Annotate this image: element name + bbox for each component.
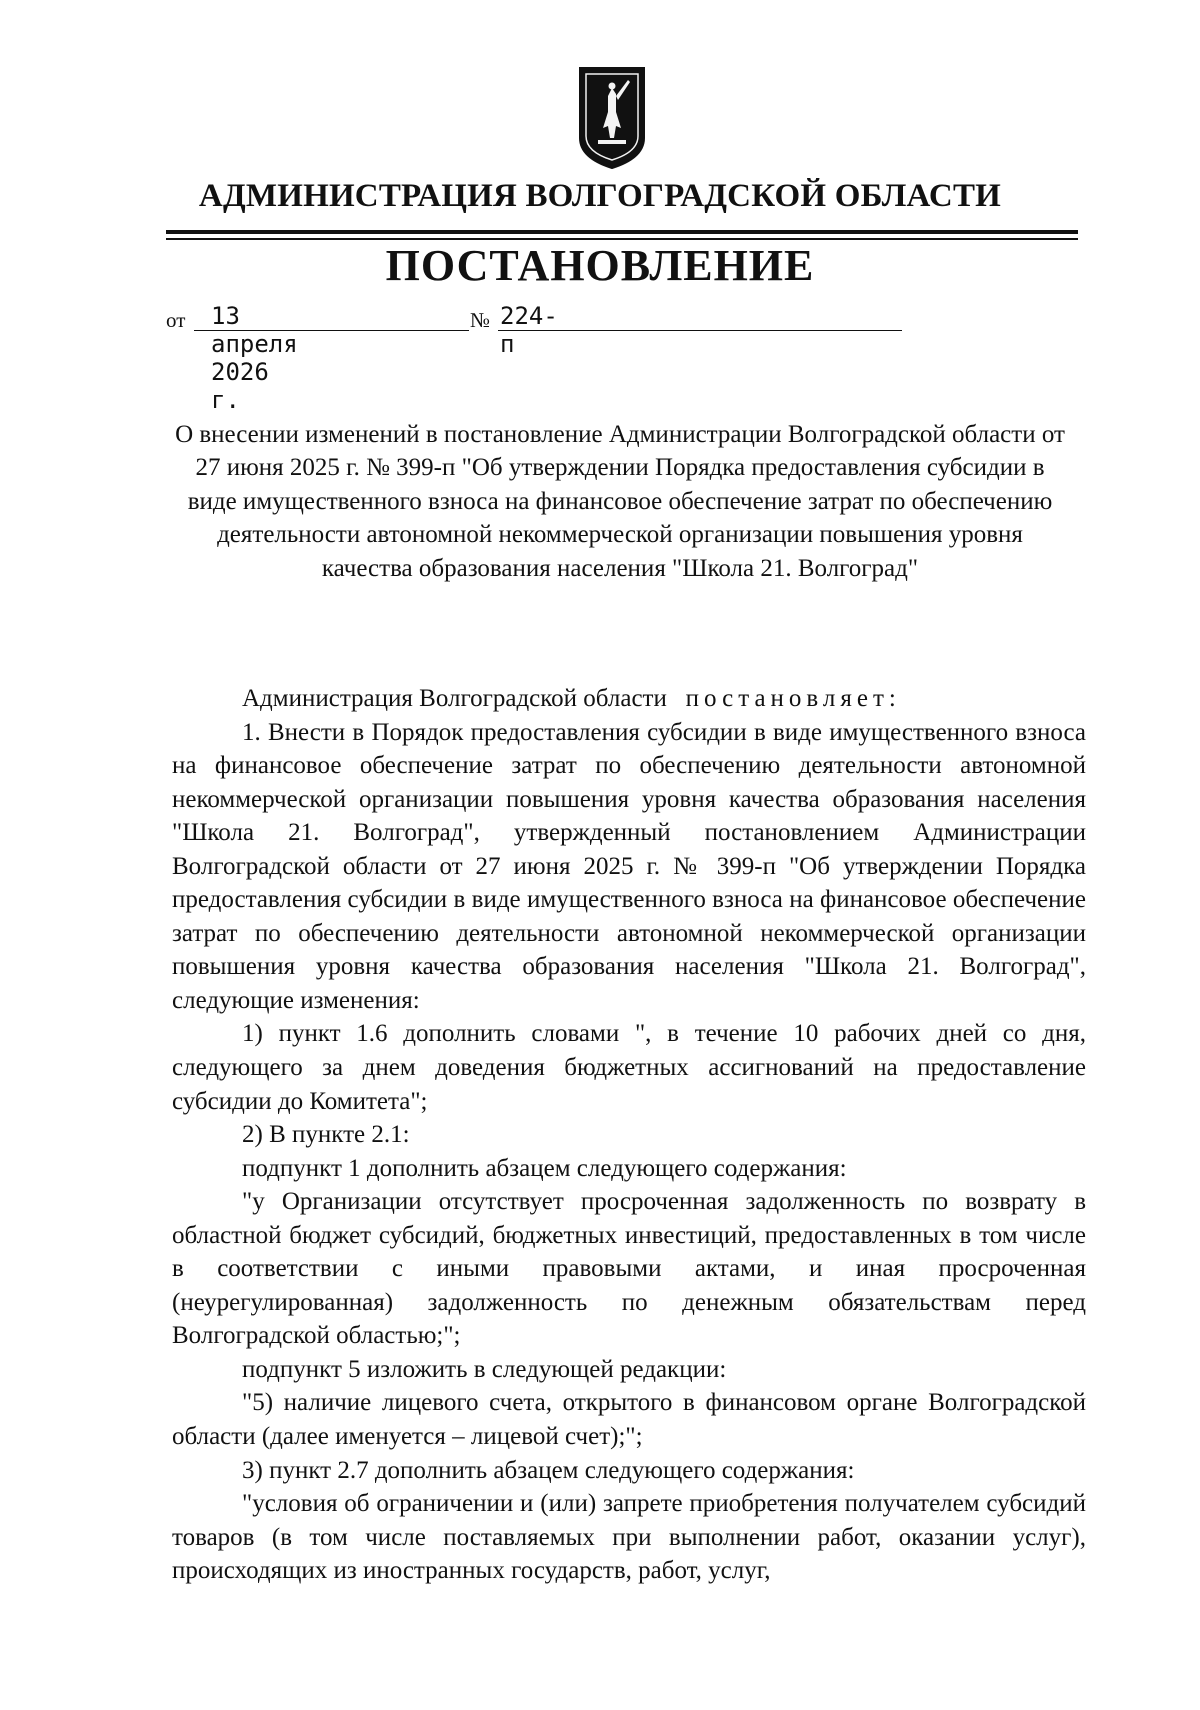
number-prefix: № (470, 308, 491, 332)
date-prefix: от (166, 308, 186, 332)
coat-of-arms-shield (576, 66, 648, 170)
organization-title: АДМИНИСТРАЦИЯ ВОЛГОГРАДСКОЙ ОБЛАСТИ (198, 178, 1002, 214)
document-body (172, 682, 1086, 1588)
body-paragraph: "5) наличие лицевого счета, открытого в финансовом органе Волгоградской области (далее именуется – лицевой счет);"; (172, 1389, 1086, 1451)
document-subject: О внесении изменений в постановление Администрации Волгоградской области от 27 июня 2025 г. № 399-п "Об утверждении Порядка предоставления субсидии в виде имущественного взноса на финансовое обеспечение затрат по обеспечению деятельности автономной некоммерческой организации повышения уровня качества образования населения "Школа 21. Волгоград" (175, 421, 1065, 582)
preamble-org: Администрация Волгоградской области (242, 685, 667, 712)
preamble (172, 682, 1086, 716)
document-type-title: ПОСТАНОВЛЕНИЕ (385, 241, 815, 290)
number-underline (498, 330, 902, 331)
body-paragraph: 3) пункт 2.7 дополнить абзацем следующего содержания: (242, 1456, 855, 1484)
body-paragraph: подпункт 1 дополнить абзацем следующего содержания: (242, 1154, 847, 1182)
body-paragraph: подпункт 5 изложить в следующей редакции: (242, 1355, 727, 1383)
document-number: 224-п (500, 302, 558, 358)
document-date: 13 апреля 2026 г. (211, 302, 298, 414)
coat-of-arms-icon (576, 66, 648, 170)
header-divider-thick (166, 230, 1078, 234)
body-paragraph: 2) В пункте 2.1: (242, 1121, 410, 1149)
body-paragraph: "у Организации отсутствует просроченная задолженность по возврату в областной бюджет субсидий, бюджетных инвестиций, предоставленных в том числе в соответствии с иными правовыми актами, и иная просроченная (неурегулированная) задолженность по денежным обязательствам перед Волгоградской областью;"; (172, 1188, 1086, 1350)
preamble-verb: постановляет: (685, 685, 901, 712)
body-paragraph: 1) пункт 1.6 дополнить словами ", в течение 10 рабочих дней со дня, следующего за днем доведения бюджетных ассигнований на предоставление субсидии до Комитета"; (172, 1020, 1086, 1115)
body-paragraph: 1. Внести в Порядок предоставления субсидии в виде имущественного взноса на финансовое обеспечение затрат по обеспечению деятельности автономной некоммерческой организации повышения уровня качества образования населения "Школа 21. Волгоград", утвержденный постановлением Администрации Волгоградской области от 27 июня 2025 г. № 399-п "Об утверждении Порядка предоставления субсидии в виде имущественного взноса на финансовое обеспечение затрат по обеспечению деятельности автономной некоммерческой организации повышения уровня качества образования населения "Школа 21. Волгоград", следующие изменения: (172, 718, 1086, 1014)
body-paragraph: "условия об ограничении и (или) запрете приобретения получателем субсидий товаров (в том числе поставляемых при выполнении работ, оказании услуг), происходящих из иностранных государств, работ, услуг, (172, 1490, 1086, 1585)
